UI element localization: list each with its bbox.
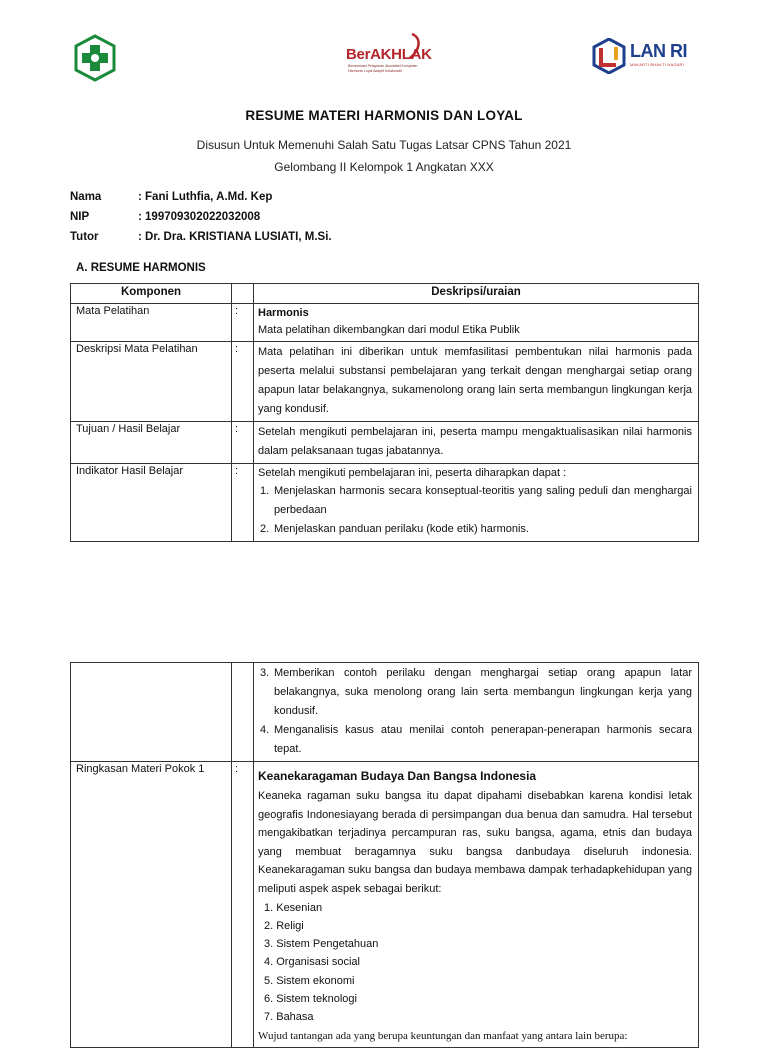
- list-item: 3. Sistem Pengetahuan: [264, 938, 379, 951]
- document-subtitle-1: Disusun Untuk Memenuhi Salah Satu Tugas Latsar CPNS Tahun 2021: [196, 138, 572, 152]
- aspects-list: [258, 899, 692, 1027]
- resume-table: [70, 283, 699, 542]
- row-colon: :: [232, 342, 254, 422]
- row-content: [254, 663, 699, 762]
- row-label: Ringkasan Materi Pokok 1: [71, 762, 232, 1048]
- table-row: [71, 342, 699, 422]
- lan-emblem-icon: [592, 38, 626, 74]
- list-item: 2. Religi: [264, 919, 304, 932]
- identity-nama-label: Nama: [70, 191, 102, 203]
- mata-pelatihan-text: Mata pelatihan dikembangkan dari modul Etika Publik: [258, 324, 520, 336]
- table-row: [71, 464, 699, 542]
- list-item: 6. Sistem teknologi: [264, 993, 357, 1006]
- header-komponen: Komponen: [71, 284, 232, 304]
- identity-tutor-label: Tutor: [70, 231, 99, 243]
- table-row: [71, 422, 699, 464]
- identity-nip: [70, 211, 260, 223]
- row-content: [254, 304, 699, 342]
- list-item: 4. Organisasi social: [264, 956, 360, 969]
- identity-nama: [70, 191, 272, 203]
- list-item: 4. Menganalisis kasus atau menilai contoh penerapan-penerapan harmonis secara tepat.: [260, 724, 692, 755]
- lan-ri-logo: [592, 38, 702, 78]
- deskripsi-text: Mata pelatihan ini diberikan untuk memfasilitasi pembentukan nilai harmonis pada peserta melalui substansi pembelajaran yang terkait dengan menghargai setiap orang apapun latar belakangnya, sukamenolong orang lain serta membangun lingkungan kerja yang kondusif.: [254, 342, 699, 422]
- row-colon: :: [232, 304, 254, 342]
- row-content: [254, 762, 699, 1048]
- indikator-intro: Setelah mengikuti pembelajaran ini, peserta diharapkan dapat :: [258, 467, 567, 479]
- lan-ri-brand: LAN RI: [630, 41, 687, 61]
- mata-pelatihan-title: Harmonis: [258, 307, 309, 319]
- row-colon-empty: [232, 663, 254, 762]
- header-colon-spacer: [232, 284, 254, 304]
- list-item: 5. Sistem ekonomi: [264, 974, 355, 987]
- table-header-row: [71, 284, 699, 304]
- header-deskripsi: Deskripsi/uraian: [254, 284, 699, 304]
- header-logos: [0, 30, 768, 90]
- row-colon: :: [232, 762, 254, 1048]
- resume-table-continued: [70, 662, 699, 1048]
- indikator-list-continued: [258, 664, 692, 759]
- row-label: Deskripsi Mata Pelatihan: [71, 342, 232, 422]
- table-row: [71, 762, 699, 1048]
- ringkasan-closing: Wujud tantangan ada yang berupa keuntungan dan manfaat yang antara lain berupa:: [258, 1029, 628, 1042]
- row-colon: :: [232, 464, 254, 542]
- identity-nip-label: NIP: [70, 211, 90, 223]
- berakhlak-brand: BerAKHLAK: [346, 46, 432, 63]
- table-row: [71, 304, 699, 342]
- indikator-list: [258, 482, 692, 539]
- tujuan-text: Setelah mengikuti pembelajaran ini, peserta mampu mengaktualisasikan nilai harmonis dalam pelaksanaan tugas jabatannya.: [254, 422, 699, 464]
- row-colon: :: [232, 422, 254, 464]
- identity-tutor-value: : Dr. Dra. KRISTIANA LUSIATI, M.Si.: [138, 231, 332, 243]
- document-title: RESUME MATERI HARMONIS DAN LOYAL: [245, 108, 523, 123]
- row-label: Mata Pelatihan: [71, 304, 232, 342]
- list-item: 1. Kesenian: [264, 901, 323, 914]
- ringkasan-paragraph: Keaneka ragaman suku bangsa itu dapat dipahami disebabkan karena kondisi letak geografis Indonesiayang berada di persimpangan dua benua dan samudra. Hal tersebut mengakibatkan terjadinya percampuran ras, suku bangsa, agama, etnis dan budaya yang membuat beragamnya suku bangsa danbudaya diseluruh indonesia. Keanekaragaman suku bangsa dan budaya membawa dampak terhadapkehidupan yang meliputi aspek aspek sebagai berikut:: [258, 790, 692, 895]
- list-item: 2. Menjelaskan panduan perilaku (kode etik) harmonis.: [260, 523, 529, 535]
- list-item: 7. Bahasa: [264, 1011, 314, 1024]
- ringkasan-heading: Keanekaragaman Budaya Dan Bangsa Indonesia: [258, 769, 537, 783]
- identity-nip-value: : 199709302022032008: [138, 211, 261, 223]
- list-item: 3. Memberikan contoh perilaku dengan menghargai setiap orang apapun latar belakangnya, suka menolong orang lain serta membangun lingkungan kerja yang kondusif.: [260, 667, 692, 717]
- row-label: Tujuan / Hasil Belajar: [71, 422, 232, 464]
- document-subtitle-2: Gelombang II Kelompok 1 Angkatan XXX: [274, 160, 494, 174]
- berakhlak-logo: [344, 32, 434, 84]
- identity-tutor: [70, 231, 332, 243]
- list-item: 1. Menjelaskan harmonis secara konseptual-teoritis yang saling peduli dan menghargai perbedaan: [260, 485, 692, 516]
- row-content: [254, 464, 699, 542]
- row-label: Indikator Hasil Belajar: [71, 464, 232, 542]
- berakhlak-tagline: Berorientasi Pelayanan Akuntabel Kompeten Harmonis Loyal Adaptif Kolaboratif: [348, 64, 418, 73]
- lan-ri-tagline: MAKARTI BHAKTI NAGARI: [630, 62, 684, 67]
- ministry-of-health-cross-icon: [72, 34, 118, 82]
- table-row: [71, 663, 699, 762]
- identity-nama-value: : Fani Luthfia, A.Md. Kep: [138, 191, 273, 203]
- row-label-empty: [71, 663, 232, 762]
- section-heading-a: A. RESUME HARMONIS: [76, 262, 206, 274]
